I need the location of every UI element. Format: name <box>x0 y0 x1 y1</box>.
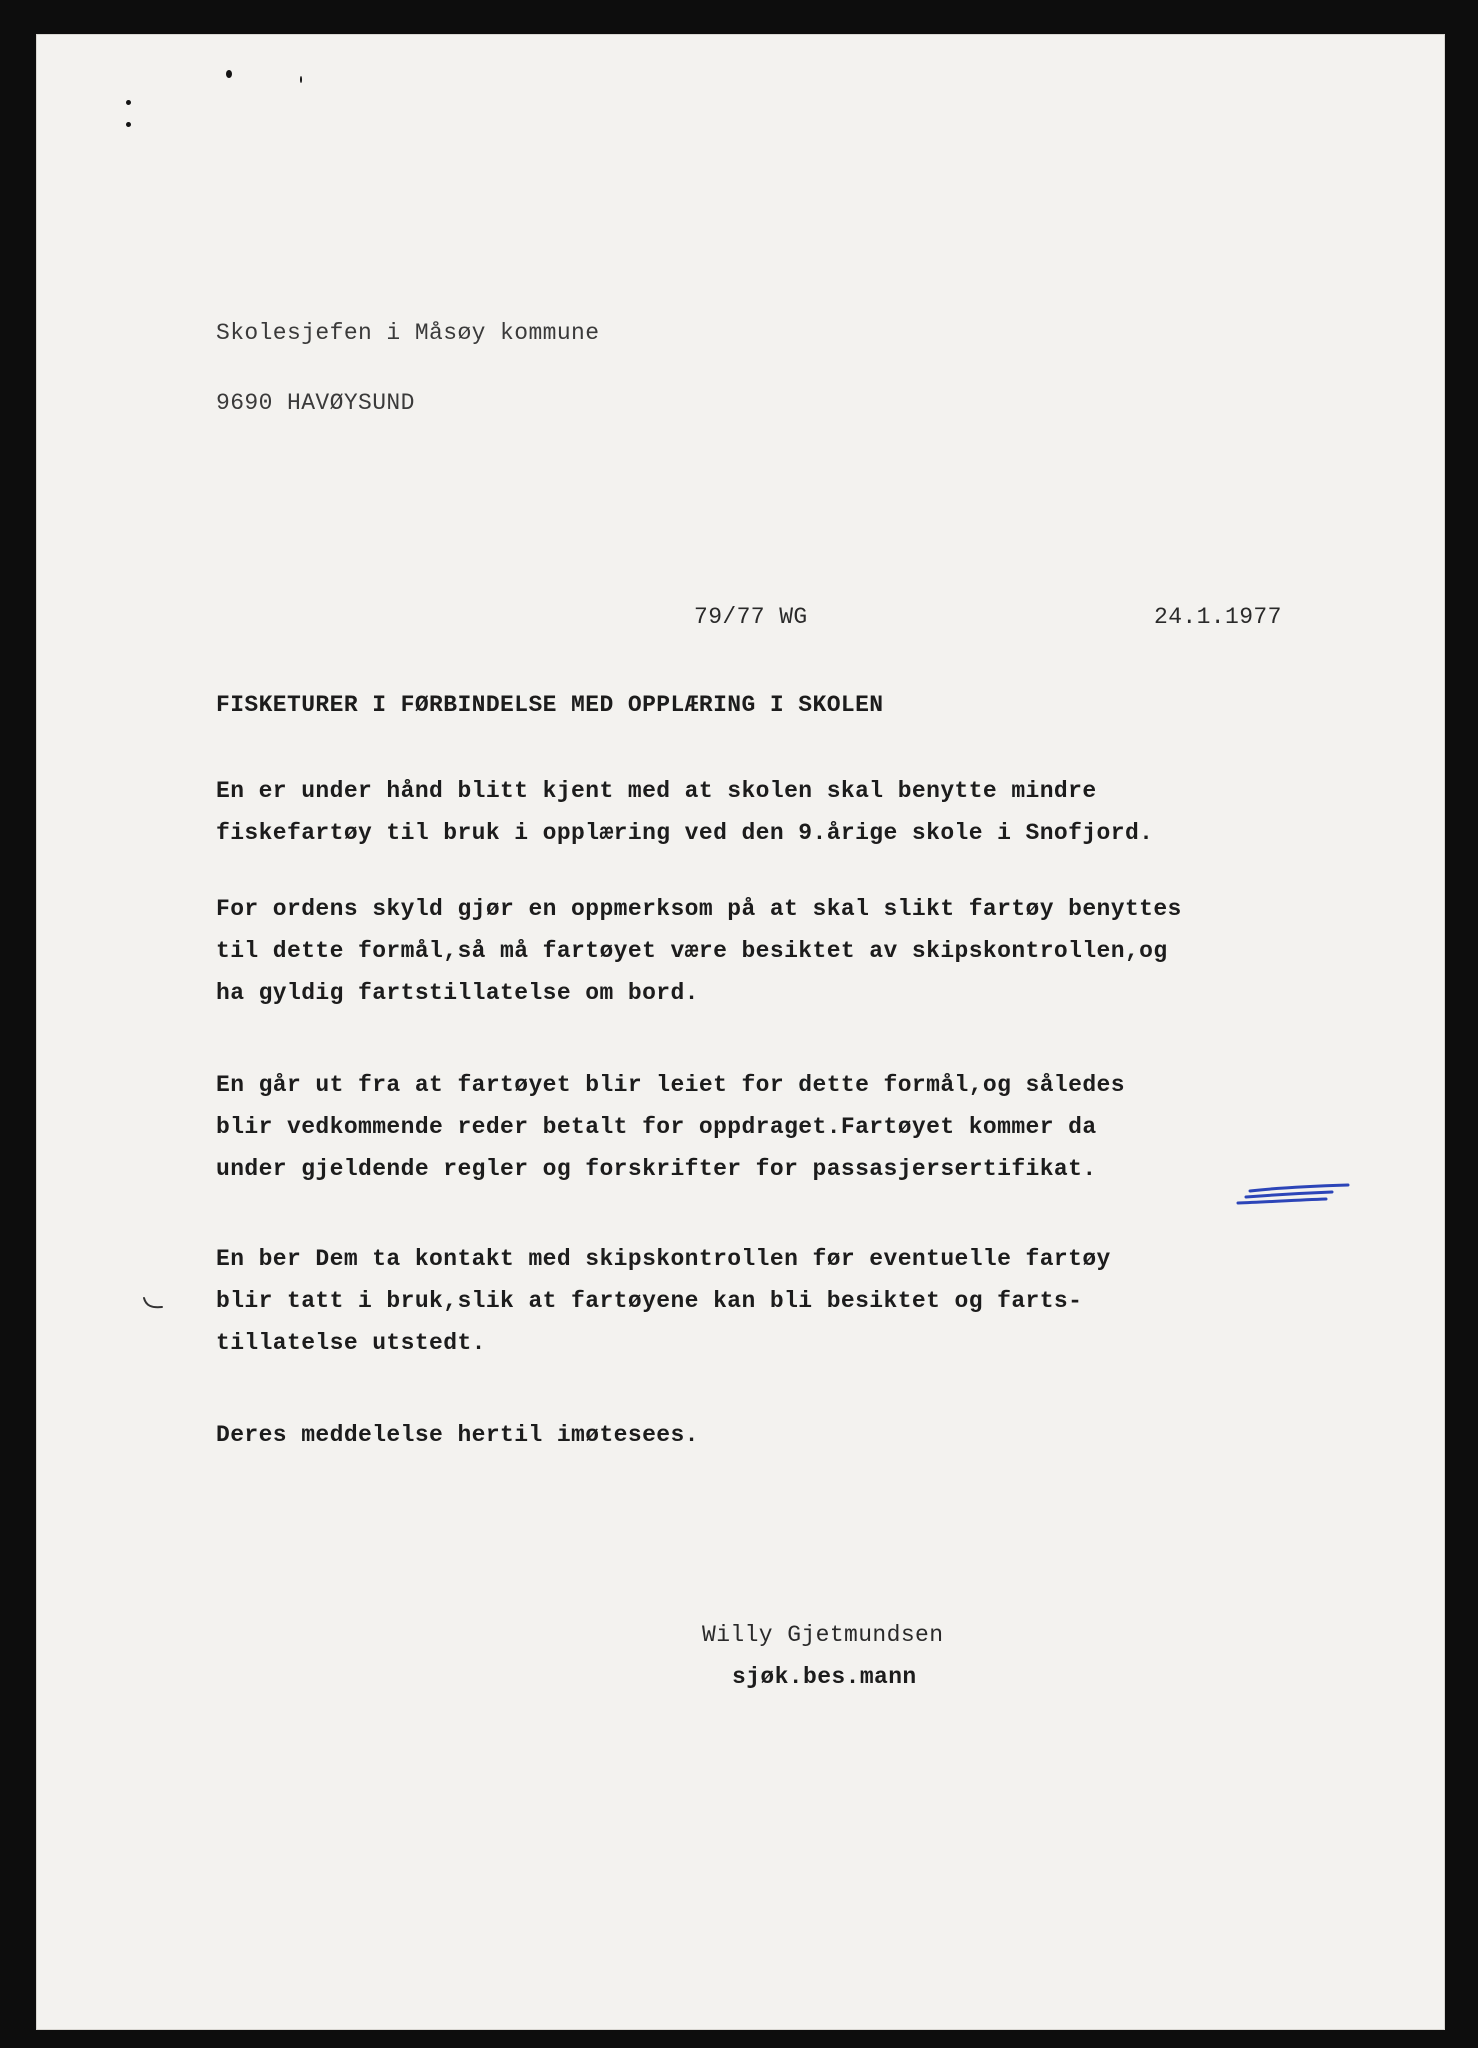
signature-name: Willy Gjetmundsen <box>702 1622 944 1648</box>
recipient-name: Skolesjefen i Måsøy kommune <box>216 320 600 346</box>
margin-tick-mark <box>142 1296 166 1317</box>
paragraph-line: blir vedkommende reder betalt for oppdraget.Fartøyet kommer da <box>216 1114 1097 1140</box>
paragraph-line: En er under hånd blitt kjent med at skolen skal benytte mindre <box>216 778 1097 804</box>
reference-number: 79/77 WG <box>694 604 808 630</box>
paragraph-line: under gjeldende regler og forskrifter for passasjersertifikat. <box>216 1156 1097 1182</box>
paragraph-line: Deres meddelelse hertil imøtesees. <box>216 1422 699 1448</box>
margin-speck <box>226 70 232 78</box>
signature-title: sjøk.bes.mann <box>732 1664 917 1690</box>
recipient-address: 9690 HAVØYSUND <box>216 390 415 416</box>
pen-underline-mark <box>1236 1182 1356 1213</box>
paragraph-line: En ber Dem ta kontakt med skipskontrollen før eventuelle fartøy <box>216 1246 1111 1272</box>
paragraph-line: For ordens skyld gjør en oppmerksom på at skal slikt fartøy benyttes <box>216 896 1182 922</box>
letter-date: 24.1.1977 <box>1154 604 1282 630</box>
margin-speck <box>126 122 131 127</box>
letter-subject: FISKETURER I FØRBINDELSE MED OPPLÆRING I SKOLEN <box>216 692 884 718</box>
margin-speck <box>126 100 131 105</box>
paragraph-line: blir tatt i bruk,slik at fartøyene kan bli besiktet og farts- <box>216 1288 1083 1314</box>
paragraph-line: fiskefartøy til bruk i opplæring ved den 9.årige skole i Snofjord. <box>216 820 1154 846</box>
paragraph-line: tillatelse utstedt. <box>216 1330 486 1356</box>
paragraph-line: til dette formål,så må fartøyet være besiktet av skipskontrollen,og <box>216 938 1168 964</box>
paragraph-line: En går ut fra at fartøyet blir leiet for dette formål,og således <box>216 1072 1125 1098</box>
document-page <box>36 34 1445 2030</box>
paragraph-line: ha gyldig fartstillatelse om bord. <box>216 980 699 1006</box>
margin-speck <box>300 76 302 83</box>
